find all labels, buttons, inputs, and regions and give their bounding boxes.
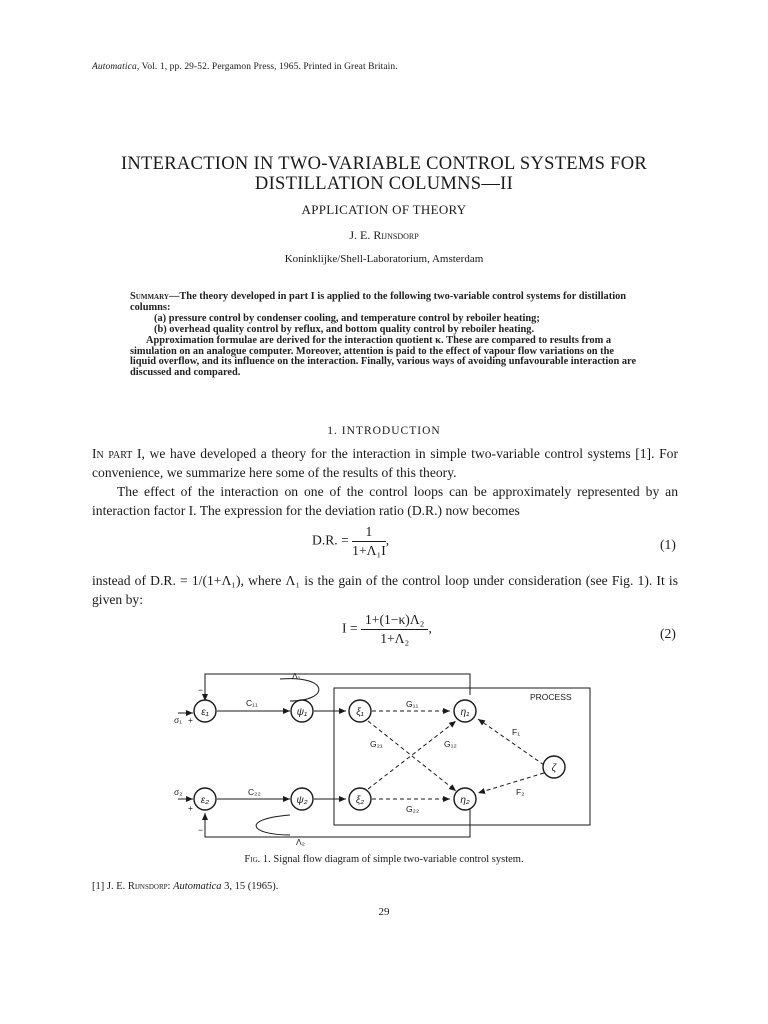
signal-flow-diagram — [160, 665, 600, 850]
eq2-tail: , — [428, 620, 432, 636]
process-label: PROCESS — [530, 692, 572, 702]
sigma1-label: σ₁ — [174, 715, 183, 725]
paper-subtitle: APPLICATION OF THEORY — [301, 202, 467, 217]
c22-label: C₂₂ — [248, 787, 261, 797]
reference-number: [1] — [92, 881, 105, 892]
journal-header — [92, 62, 398, 72]
summary-rest-text: Approximation formulae are derived for the interaction quotient κ. These are compared to results from a simulation on an analogue computer. Moreover, attention is paid to the effect of vapour flow variations on the liquid overflow, and its influence on the interaction. Finally, various ways of avoiding unfavourable interaction are discussed and compared. — [130, 334, 637, 379]
eq1-number: (1) — [660, 537, 676, 552]
plus-sign-1: + — [188, 715, 193, 725]
summary-label: Summary — [130, 291, 169, 302]
g12-label: G₁₂ — [444, 739, 457, 749]
journal-details: , Vol. 1, pp. 29-52. Pergamon Press, 1965. Printed in Great Britain. — [136, 62, 398, 72]
reference-author: J. E. Rijnsdorp: — [104, 881, 174, 892]
eq2-denominator: 1+Λ₂ — [380, 631, 410, 646]
reference-journal: Automatica — [173, 881, 222, 892]
f2-line — [478, 773, 544, 793]
f2-label: F₂ — [516, 787, 525, 797]
page-number: 29 — [378, 906, 390, 918]
eq2-number: (2) — [660, 626, 676, 641]
paragraph-1-text: I, we have developed a theory for the interaction in simple two-variable control systems [1]. For convenience, we summarize here some of the results of this theory. — [92, 446, 678, 480]
sigma2-label: σ₂ — [174, 787, 183, 797]
summary-item-a: (a) pressure control by condenser cooling, and temperature control by reboiler heating; — [154, 312, 540, 324]
plus-sign-2: + — [188, 803, 193, 813]
journal-name: Automatica — [92, 62, 137, 72]
g22-label: G₂₂ — [406, 804, 420, 814]
lambda1-arc — [280, 679, 319, 701]
f1-line — [478, 719, 544, 765]
node-eps2-label: ε₂ — [200, 795, 210, 806]
minus-sign-2: − — [198, 825, 203, 835]
title-line-2: DISTILLATION COLUMNS—II — [254, 174, 514, 194]
summary-intro — [130, 292, 640, 314]
f1-label: F₁ — [512, 727, 521, 737]
equation-1 — [312, 524, 389, 559]
lambda2-label: Λ₂ — [296, 837, 305, 847]
eq1-denominator: 1+Λ₁I — [352, 543, 386, 558]
g11-label: G₁₁ — [406, 699, 419, 709]
eq1-numerator: 1 — [352, 524, 386, 542]
figure-caption — [0, 854, 768, 865]
summary-intro-text: —The theory developed in part I is applied to the following two-variable control systems for distillation columns: — [130, 291, 627, 313]
reference-details: 3, 15 (1965). — [221, 881, 279, 892]
paragraph-3: instead of D.R. = 1/(1+Λ₁), where Λ₁ is the gain of the control loop under consideration (see Fig. 1). It is given by: — [92, 573, 678, 607]
node-eta1-label: η₁ — [460, 707, 470, 718]
section-heading: 1. INTRODUCTION — [327, 425, 441, 437]
summary-block — [130, 292, 640, 379]
node-psi1-label: ψ₁ — [296, 707, 308, 718]
author — [0, 228, 768, 243]
paragraph-1-lead: In part — [92, 446, 133, 461]
author-name: J. E. Rijnsdorp — [349, 228, 419, 242]
eq2-numerator: 1+(1−κ)Λ₂ — [361, 612, 428, 630]
c11-label: C₁₁ — [246, 698, 258, 708]
node-eta2-label: η₂ — [460, 795, 470, 806]
paper-title — [60, 154, 708, 194]
node-zeta-label: ζ — [551, 763, 557, 774]
eq2-fraction — [361, 612, 428, 647]
loop2-feedback-line — [205, 809, 470, 837]
figure-caption-label: Fig. 1. — [244, 854, 271, 865]
intro-text — [92, 444, 678, 520]
eq1-lhs: D.R. = — [312, 532, 349, 548]
lambda1-label: Λ₁ — [292, 671, 301, 681]
affiliation: Koninklijke/Shell-Laboratorium, Amsterdam — [284, 253, 484, 265]
node-eps1-label: ε₁ — [201, 707, 209, 718]
equation-2 — [342, 612, 432, 647]
summary-rest — [130, 336, 640, 380]
reference-1 — [92, 881, 278, 892]
node-xi1-label: ξ₁ — [356, 707, 364, 718]
g21-label: G₂₁ — [370, 739, 383, 749]
figure-caption-text: Signal flow diagram of simple two-variable control system. — [270, 854, 524, 865]
title-line-1: INTERACTION IN TWO-VARIABLE CONTROL SYSTEMS FOR — [120, 154, 648, 174]
paragraph-2: The effect of the interaction on one of the control loops can be approximately represented by an interaction factor I. The expression for the deviation ratio (D.R.) now becomes — [92, 484, 678, 518]
eq1-tail: , — [385, 532, 390, 548]
summary-item-b: (b) overhead quality control by reflux, and bottom quality control by reboiler heating. — [154, 323, 535, 335]
eq2-lhs: I = — [342, 620, 358, 636]
node-xi2-label: ξ₂ — [355, 795, 365, 806]
node-psi2-label: ψ₂ — [296, 795, 308, 806]
eq1-fraction — [352, 524, 386, 559]
lambda2-arc — [256, 815, 290, 835]
loop1-feedback-line — [205, 674, 470, 697]
minus-sign-1: − — [198, 685, 203, 695]
paragraph-1 — [92, 444, 678, 482]
